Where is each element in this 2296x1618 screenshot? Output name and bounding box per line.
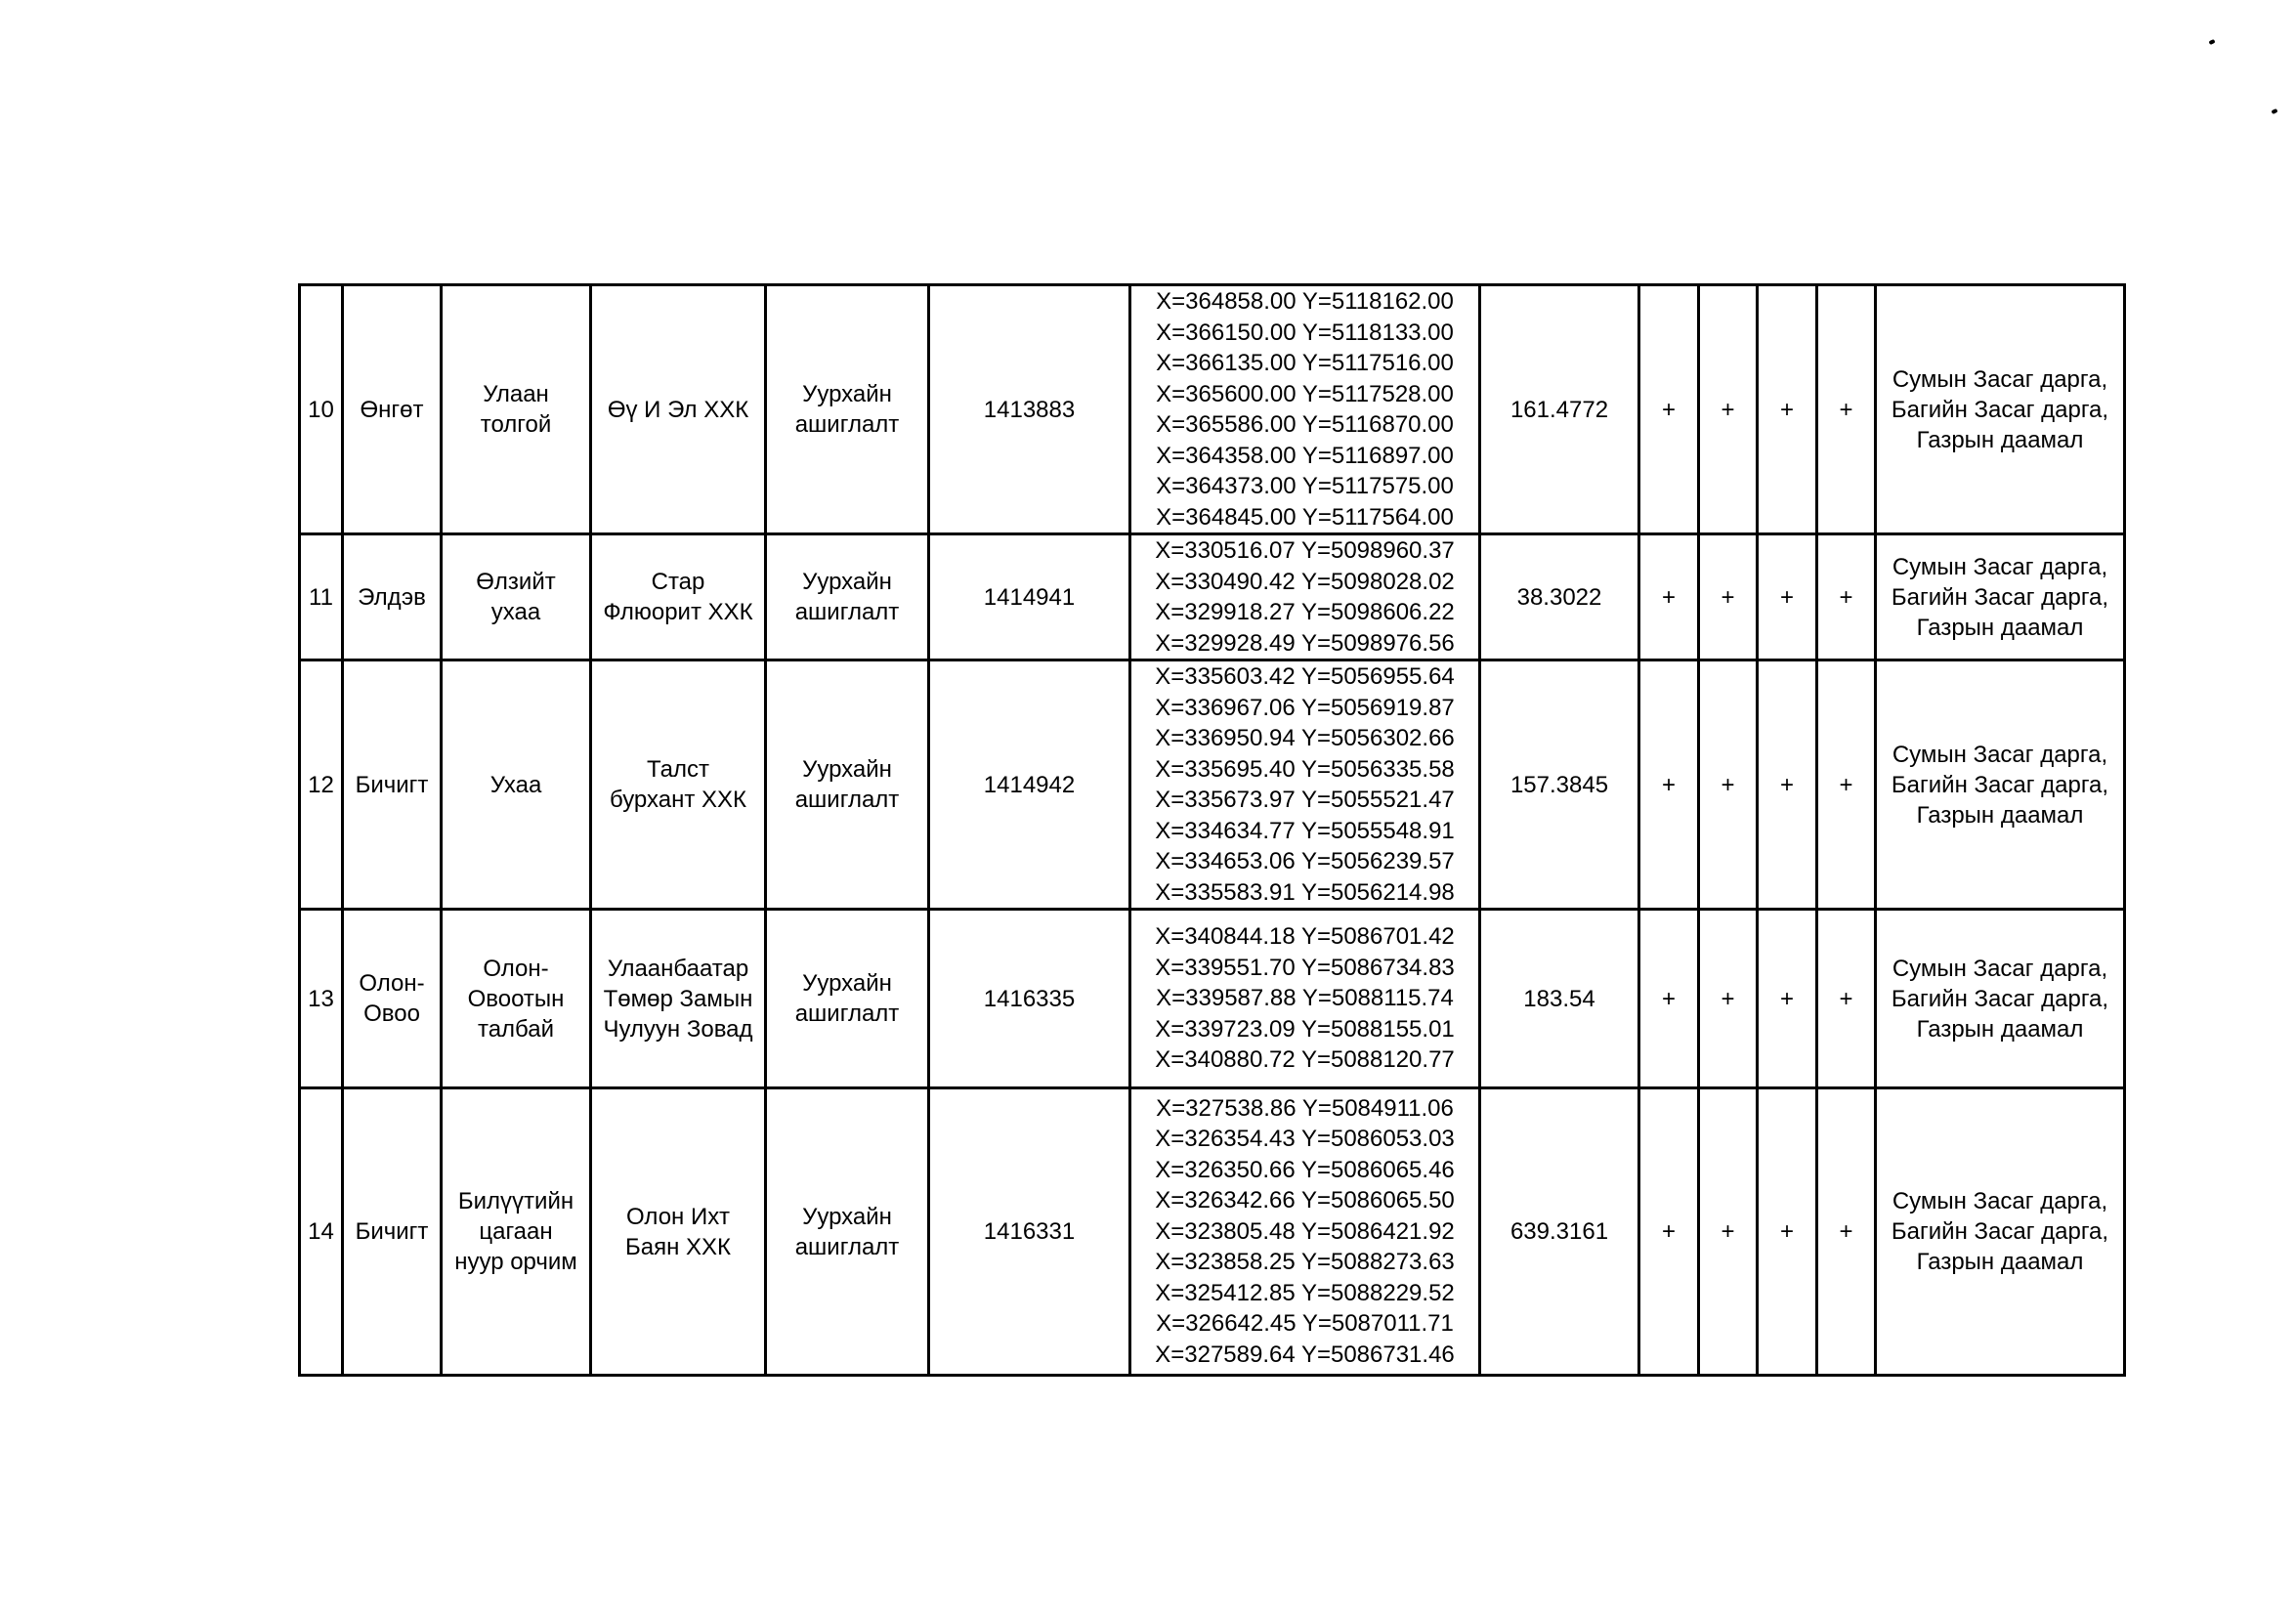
soum-cell: Өнгөт [343,285,442,534]
row-number: 14 [300,1088,343,1376]
soum-cell: Бичигт [343,660,442,910]
area-cell: 157.3845 [1480,660,1639,910]
row-number: 10 [300,285,343,534]
area-cell: 639.3161 [1480,1088,1639,1376]
license-cell: 1413883 [929,285,1130,534]
responsible-cell: Сумын Засаг дарга, Багийн Засаг дарга, Газрын даамал [1876,910,2125,1088]
mark-cell: + [1758,910,1817,1088]
area-cell: 38.3022 [1480,534,1639,660]
coordinates-cell: X=335603.42 Y=5056955.64 X=336967.06 Y=5056919.87 X=336950.94 Y=5056302.66 X=335695.40 Y=5056335.58 X=335673.97 Y=5055521.47 X=334634.77 Y=5055548.91 X=334653.06 Y=5056239.57 X=335583.91 Y=5056214.98 [1130,660,1480,910]
mark-cell: + [1639,1088,1699,1376]
mark-cell: + [1639,660,1699,910]
company-cell: Стар Флюорит ХХК [591,534,766,660]
table-row [300,1088,2125,1376]
table-row [300,910,2125,1088]
mark-cell: + [1758,285,1817,534]
soum-cell: Бичигт [343,1088,442,1376]
license-cell: 1414942 [929,660,1130,910]
coordinates-cell: X=340844.18 Y=5086701.42 X=339551.70 Y=5086734.83 X=339587.88 Y=5088115.74 X=339723.09 Y=5088155.01 X=340880.72 Y=5088120.77 [1130,910,1480,1088]
mark-cell: + [1699,534,1758,660]
mark-cell: + [1699,660,1758,910]
coordinates-cell: X=327538.86 Y=5084911.06 X=326354.43 Y=5086053.03 X=326350.66 Y=5086065.46 X=326342.66 Y=5086065.50 X=323805.48 Y=5086421.92 X=323858.25 Y=5088273.63 X=325412.85 Y=5088229.52 X=326642.45 Y=5087011.71 X=327589.64 Y=5086731.46 [1130,1088,1480,1376]
table-row [300,534,2125,660]
purpose-cell: Уурхайн ашиглалт [766,1088,929,1376]
company-cell: Өү И Эл ХХК [591,285,766,534]
mark-cell: + [1639,534,1699,660]
purpose-cell: Уурхайн ашиглалт [766,660,929,910]
responsible-cell: Сумын Засаг дарга, Багийн Засаг дарга, Газрын даамал [1876,660,2125,910]
table-row [300,285,2125,534]
company-cell: Олон Ихт Баян ХХК [591,1088,766,1376]
scan-speck [2208,39,2215,45]
mark-cell: + [1817,910,1876,1088]
mark-cell: + [1817,534,1876,660]
coordinates-cell: X=330516.07 Y=5098960.37 X=330490.42 Y=5098028.02 X=329918.27 Y=5098606.22 X=329928.49 Y=5098976.56 [1130,534,1480,660]
mark-cell: + [1699,910,1758,1088]
purpose-cell: Уурхайн ашиглалт [766,910,929,1088]
mark-cell: + [1817,660,1876,910]
mark-cell: + [1639,910,1699,1088]
mark-cell: + [1758,534,1817,660]
mark-cell: + [1699,285,1758,534]
license-cell: 1416331 [929,1088,1130,1376]
coordinates-cell: X=364858.00 Y=5118162.00 X=366150.00 Y=5118133.00 X=366135.00 Y=5117516.00 X=365600.00 Y=5117528.00 X=365586.00 Y=5116870.00 X=364358.00 Y=5116897.00 X=364373.00 Y=5117575.00 X=364845.00 Y=5117564.00 [1130,285,1480,534]
soum-cell: Олон- Овоо [343,910,442,1088]
place-cell: Билүүтийн цагаан нуур орчим [442,1088,591,1376]
place-cell: Өлзийт ухаа [442,534,591,660]
mark-cell: + [1639,285,1699,534]
soum-cell: Элдэв [343,534,442,660]
area-cell: 183.54 [1480,910,1639,1088]
place-cell: Ухаа [442,660,591,910]
row-number: 13 [300,910,343,1088]
table-row [300,660,2125,910]
mark-cell: + [1699,1088,1758,1376]
purpose-cell: Уурхайн ашиглалт [766,534,929,660]
scan-speck [2271,108,2277,114]
place-cell: Улаан толгой [442,285,591,534]
responsible-cell: Сумын Засаг дарга, Багийн Засаг дарга, Газрын даамал [1876,1088,2125,1376]
license-table [298,283,2126,1377]
company-cell: Улаанбаатар Төмөр Замын Чулуун Зовад [591,910,766,1088]
license-cell: 1416335 [929,910,1130,1088]
responsible-cell: Сумын Засаг дарга, Багийн Засаг дарга, Газрын даамал [1876,534,2125,660]
mark-cell: + [1758,1088,1817,1376]
purpose-cell: Уурхайн ашиглалт [766,285,929,534]
company-cell: Талст бурхант ХХК [591,660,766,910]
license-cell: 1414941 [929,534,1130,660]
mark-cell: + [1817,285,1876,534]
mark-cell: + [1817,1088,1876,1376]
row-number: 11 [300,534,343,660]
area-cell: 161.4772 [1480,285,1639,534]
place-cell: Олон- Овоотын талбай [442,910,591,1088]
responsible-cell: Сумын Засаг дарга, Багийн Засаг дарга, Газрын даамал [1876,285,2125,534]
mark-cell: + [1758,660,1817,910]
row-number: 12 [300,660,343,910]
